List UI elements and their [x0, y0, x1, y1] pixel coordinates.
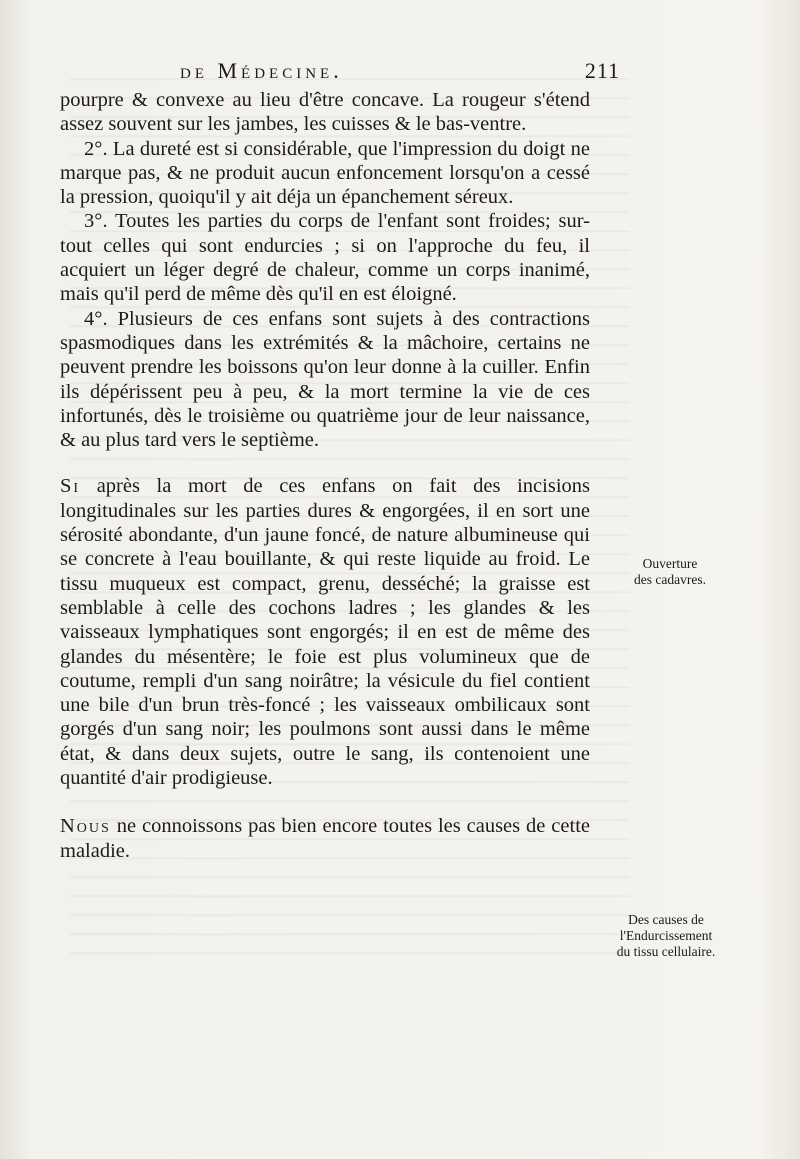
paragraph-spacer	[60, 452, 590, 474]
paragraph-3: 3°. Toutes les parties du corps de l'enfant sont froides; sur-tout celles qui sont endurcies ; si on l'approche du feu, il acquiert un léger degré de chaleur, comme un corps inanimé, mais qu'il perd de même dès qu'il en est éloigné.	[60, 210, 590, 306]
paragraph-1: pourpre & convexe au lieu d'être concave. La rougeur s'étend assez souvent sur les jambes, les cuisses & le bas-ventre.	[60, 89, 590, 136]
margin-note-line: du tissu cellulaire.	[616, 944, 716, 959]
paragraph-6	[60, 814, 590, 863]
margin-note-causes	[596, 912, 736, 960]
paragraph-5	[60, 474, 590, 790]
main-text-block	[60, 88, 590, 863]
paragraph-2: 2°. La dureté est si considérable, que l'impression du doigt ne marque pas, & ne produit aucun enfoncement lorsqu'on a cessé la pression, quoiqu'il y ait déja un épanchement séreux.	[60, 137, 590, 209]
paragraph-4: 4°. Plusieurs de ces enfans sont sujets à des contractions spasmodiques dans les extrémités & la mâchoire, certains ne peuvent prendre les boissons qu'on leur donne à la cuiller. Enfin ils dépérissent peu à peu, & la mort termine la vie de ces infortunés, dès le troisième ou quatrième jour de leur naissance, & au plus tard vers le septième.	[60, 307, 590, 452]
paragraph-6-lead: Nous	[60, 815, 111, 838]
page-number: 211	[584, 58, 620, 83]
margin-note-line: l'Endurcissement	[619, 928, 713, 943]
running-header	[60, 58, 620, 88]
margin-note-line: Ouverture	[642, 556, 698, 571]
paragraph-5-text: après la mort de ces enfans on fait des incisions longitudinales sur les parties dures & engorgées, il en sort une sérosité abondante, d'un jaune foncé, de nature albumineuse qui se concrete à l'eau bouillante, & qui reste liquide au froid. Le tissu muqueux est compact, grenu, desséché; la graisse est semblable à celle des cochons ladres ; les glandes & les vaisseaux lymphatiques sont engorgés; il en est de même des glandes du mésentère; le foie est plus volumineux que de coutume, rempli d'un sang noirâtre; la vésicule du fiel contient une bile d'un brun très-foncé ; les vaisseaux ombilicaux sont gorgés d'un sang noir; les poulmons sont aussi dans le même état, & dans deux sujets, outre le sang, ils contenoient une quantité d'air prodigieuse.	[60, 475, 590, 790]
paragraph-spacer	[60, 790, 590, 814]
margin-note-ouverture	[600, 556, 740, 588]
running-title: de Médecine.	[180, 58, 343, 83]
margin-note-line: des cadavres.	[634, 572, 706, 587]
paragraph-5-lead: Si	[60, 475, 81, 498]
paragraph-6-text: ne connoissons pas bien encore toutes les causes de cette maladie.	[60, 815, 590, 862]
margin-note-line: Des causes de	[628, 912, 704, 927]
